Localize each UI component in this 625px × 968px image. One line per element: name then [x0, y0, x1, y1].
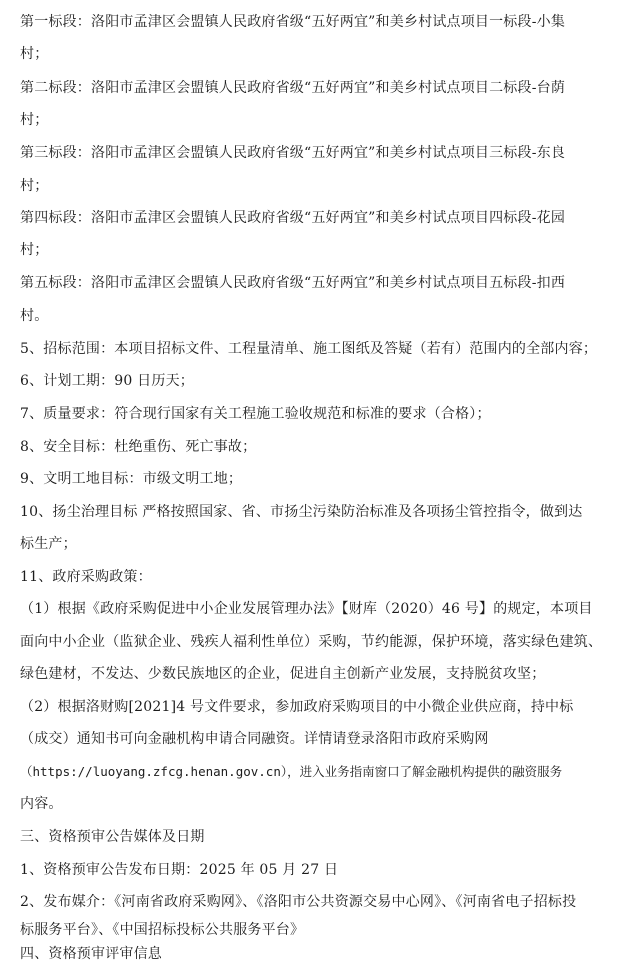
- text-line: 6、计划工期：90 日历天；: [20, 373, 194, 389]
- text-line: 11、政府采购政策：: [20, 569, 152, 585]
- text-line: （1）根据《政府采购促进中小企业发展管理办法》【财库（2020）46 号】的规定，本项目: [20, 601, 593, 617]
- text-line: （https://luoyang.zfcg.henan.gov.cn），进入业务指南窗口了解金融机构提供的融资服务: [20, 764, 563, 779]
- text-line: 7、质量要求：符合现行国家有关工程施工验收规范和标准的要求（合格）；: [20, 406, 491, 422]
- text-line: 10、扬尘治理目标 严格按照国家、省、市扬尘污染防治标准及各项扬尘管控指令，做到达: [20, 504, 583, 520]
- text-line: 第四标段：洛阳市孟津区会盟镇人民政府省级“五好两宜”和美乡村试点项目四标段-花园: [20, 210, 566, 226]
- text-line: 第五标段：洛阳市孟津区会盟镇人民政府省级“五好两宜”和美乡村试点项目五标段-扣西: [20, 275, 566, 291]
- text-line: 第三标段：洛阳市孟津区会盟镇人民政府省级“五好两宜”和美乡村试点项目三标段-东良: [20, 145, 566, 161]
- text-line: 2、发布媒介：《河南省政府采购网》、《洛阳市公共资源交易中心网》、《河南省电子招标投: [20, 894, 577, 910]
- text-line: 5、招标范围：本项目招标文件、工程量清单、施工图纸及答疑（若有）范围内的全部内容；: [20, 341, 598, 357]
- text-line: 9、文明工地目标：市级文明工地；: [20, 471, 243, 487]
- text-line: 村；: [20, 242, 49, 258]
- text-line: 标生产；: [20, 536, 77, 552]
- text-line: 8、安全目标：杜绝重伤、死亡事故；: [20, 439, 257, 455]
- section-heading: 三、资格预审公告媒体及日期: [20, 829, 205, 845]
- text-line: 标服务平台》、《中国招标投标公共服务平台》: [20, 922, 305, 938]
- text-line: 1、资格预审公告发布日期：2025 年 05 月 27 日: [20, 862, 339, 878]
- text-line: 内容。: [20, 796, 63, 812]
- text-line: 村；: [20, 46, 49, 62]
- text-line: 村；: [20, 112, 49, 128]
- text-line: 村。: [20, 308, 49, 324]
- text-line: 第一标段：洛阳市孟津区会盟镇人民政府省级“五好两宜”和美乡村试点项目一标段-小集: [20, 14, 566, 30]
- text-line: 面向中小企业（监狱企业、残疾人福利性单位）采购，节约能源，保护环境，落实绿色建筑、: [20, 634, 603, 650]
- text-line: 第二标段：洛阳市孟津区会盟镇人民政府省级“五好两宜”和美乡村试点项目二标段-台荫: [20, 80, 566, 96]
- text-line: 村；: [20, 178, 49, 194]
- text-line: （2）根据洛财购[2021]4 号文件要求，参加政府采购项目的中小微企业供应商，持中标: [20, 699, 574, 715]
- text-line: 绿色建材，不发达、少数民族地区的企业，促进自主创新产业发展，支持脱贫攻坚；: [20, 666, 546, 682]
- text-line: （成交）通知书可向金融机构申请合同融资。详情请登录洛阳市政府采购网: [20, 731, 489, 747]
- section-heading: 四、资格预审评审信息: [20, 946, 162, 962]
